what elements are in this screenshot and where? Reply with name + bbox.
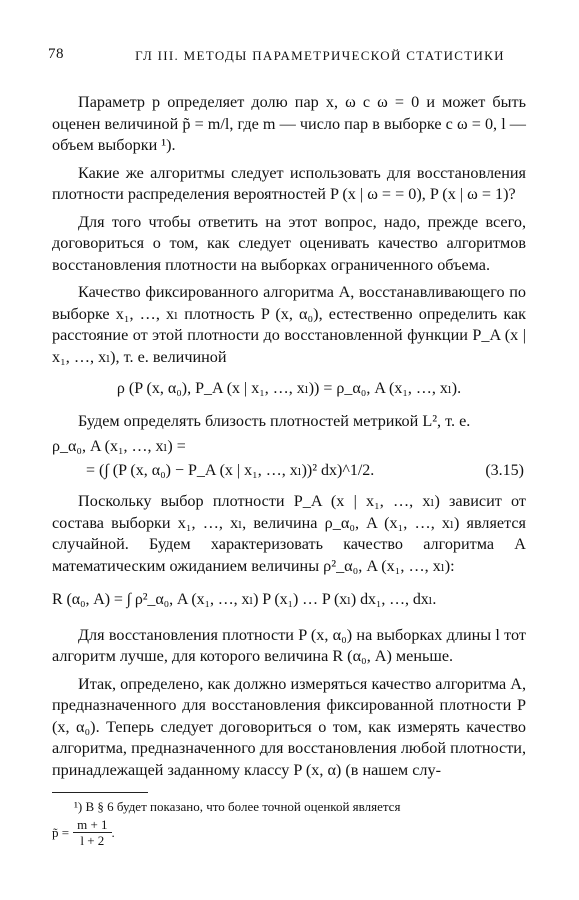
- equation-risk: R (α₀, A) = ∫ ρ²_α₀, A (x₁, …, xₗ) P (x₁) … P (xₗ) dx₁, …, dxₗ.: [52, 591, 437, 608]
- footnote-formula: [52, 817, 526, 848]
- footnote-formula-lhs: p̃ =: [52, 825, 70, 840]
- paragraph-3: Для того чтобы ответить на этот вопрос, надо, прежде всего, договориться о том, как следует оценивать качество алгоритмов восстановления плотности на выборках ограниченного объема.: [52, 212, 526, 274]
- body-text: [52, 92, 526, 781]
- paragraph-4: Качество фиксированного алгоритма A, восстанавливающего по выборке x₁, …, xₗ плотность P (x, α₀), естественно определить как расстояние от этой плотности до восстановленной функции P_A (x | x₁, …, xₗ), т. е. величиной: [52, 283, 526, 366]
- paragraph-2: Какие же алгоритмы следует использовать для восстановления плотности распределения вероятностей P (x | ω = = 0), P (x | ω = 1)?: [52, 163, 526, 203]
- footnote-formula-end: .: [111, 825, 115, 840]
- equation-number: (3.15): [485, 461, 524, 479]
- equation-3-15-line2: [52, 460, 526, 482]
- paragraph-1: Параметр p определяет долю пар x, ω с ω = 0 и может быть оценен величиной p̃ = m/l, где m — число пар в выборке с ω = 0, l — объем выборки ¹).: [52, 93, 526, 154]
- paragraph-5: Будем определять близость плотностей метрикой L², т. е.: [78, 411, 471, 430]
- fraction-numerator: m + 1: [73, 817, 111, 833]
- paragraph-6: Поскольку выбор плотности P_A (x | x₁, …, xₗ) зависит от состава выборки x₁, …, xₗ, величина ρ_α₀, A (x₁, …, xₗ) является случайной. Будем характеризовать качество алгоритма A математическим ожиданием величины ρ²_α₀, A (x₁, …, xₗ):: [52, 492, 526, 575]
- footnote-divider: [52, 792, 148, 793]
- paragraph-8: Итак, определено, как должно измеряться качество алгоритма A, предназначенного для восстановления фиксированной плотности P (x, α₀). Теперь следует договориться о том, как измерять качество алгоритма, предназначенного для восстановления любой плотности, принадлежащей заданному классу P (x, α) (в нашем слу-: [52, 674, 526, 779]
- footnote-text: ¹) В § 6 будет показано, что более точной оценкой является: [74, 799, 401, 814]
- running-head: ГЛ III. МЕТОДЫ ПАРАМЕТРИЧЕСКОЙ СТАТИСТИКИ: [135, 48, 505, 63]
- footnote-fraction: [73, 817, 111, 848]
- equation-3-15-line1: ρ_α₀, A (x₁, …, xₗ) =: [52, 438, 186, 455]
- page-number: 78: [48, 46, 64, 62]
- fraction-denominator: l + 2: [80, 833, 105, 848]
- equation-3-15-body: = (∫ (P (x, α₀) − P_A (x | x₁, …, xₗ))² dx)^1/2.: [86, 461, 375, 479]
- footnote: [52, 798, 526, 848]
- paragraph-7: Для восстановления плотности P (x, α₀) на выборках длины l тот алгоритм лучше, для которого величина R (α₀, A) меньше.: [52, 625, 526, 665]
- equation-distance: ρ (P (x, α₀), P_A (x | x₁, …, xₗ)) = ρ_α₀, A (x₁, …, xₗ).: [116, 380, 462, 397]
